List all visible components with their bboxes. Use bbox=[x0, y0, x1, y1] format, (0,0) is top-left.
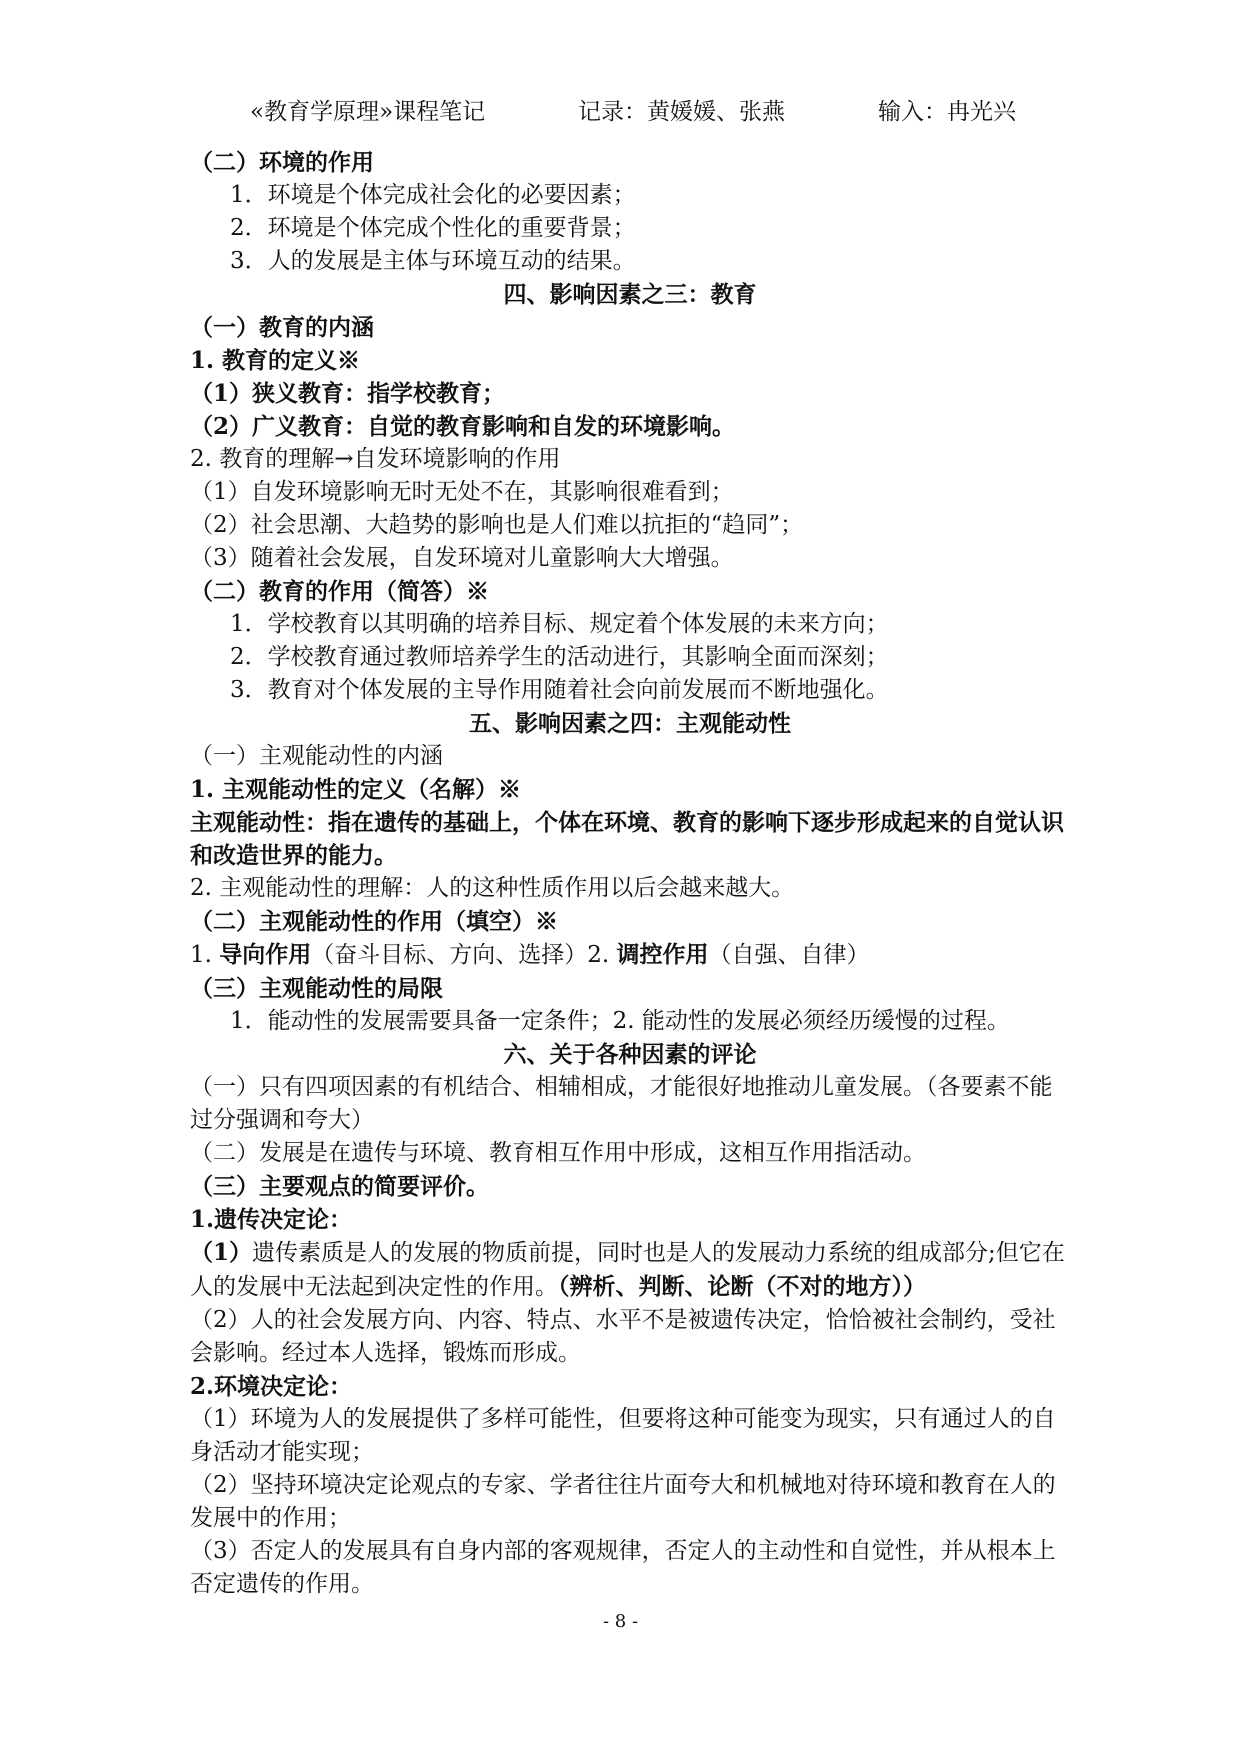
subsection-heading: 2. 主观能动性的理解：人的这种性质作用以后会越来越大。 bbox=[190, 875, 795, 901]
function-line bbox=[190, 938, 1070, 972]
guidance-detail: （奋斗目标、方向、选择）2. bbox=[311, 942, 617, 968]
environment-point-3: （3）否定人的发展具有自身内部的客观规律，否定人的主动性和自觉性，并从根本上否定遗传的作用。 bbox=[190, 1538, 1056, 1597]
list-item: （1）狭义教育：指学校教育； bbox=[190, 380, 506, 407]
heredity-point-1-note: （辨析、判断、论断（不对的地方）） bbox=[558, 1273, 926, 1300]
function-number: 1. bbox=[190, 942, 220, 968]
subsection-heading: 1.遗传决定论： bbox=[190, 1206, 353, 1233]
subsection-heading: 2.环境决定论： bbox=[190, 1373, 353, 1400]
list-item: 1．环境是个体完成社会化的必要因素； bbox=[230, 182, 636, 208]
list-item: （3）随着社会发展，自发环境对儿童影响大大增强。 bbox=[190, 545, 734, 571]
section-heading: （一）主观能动性的内涵 bbox=[190, 743, 443, 769]
regulation-function: 调控作用 bbox=[616, 941, 709, 968]
section-heading: （二）主观能动性的作用（填空）※ bbox=[190, 908, 558, 935]
regulation-detail: （自强、自律） bbox=[708, 942, 870, 968]
header-recorder: 记录：黄媛媛、张燕 bbox=[578, 99, 785, 125]
list-item: 1．能动性的发展需要具备一定条件；2. 能动性的发展必须经历缓慢的过程。 bbox=[230, 1008, 1010, 1034]
list-item: 3．教育对个体发展的主导作用随着社会向前发展而不断地强化。 bbox=[230, 677, 889, 703]
list-item: 1．学校教育以其明确的培养目标、规定着个体发展的未来方向； bbox=[230, 611, 889, 637]
section-heading: （二）环境的作用 bbox=[190, 149, 374, 176]
list-item: 2．环境是个体完成个性化的重要背景； bbox=[230, 215, 636, 241]
header-course-title: «教育学原理»课程笔记 bbox=[250, 99, 486, 125]
list-item: 3．人的发展是主体与环境互动的结果。 bbox=[230, 248, 636, 274]
section-heading: （三）主要观点的简要评价。 bbox=[190, 1173, 489, 1200]
comment-paragraph: （一）只有四项因素的有机结合、相辅相成，才能很好地推动儿童发展。（各要素不能过分强调和夸大） bbox=[190, 1074, 1053, 1133]
section-heading: （一）教育的内涵 bbox=[190, 314, 374, 341]
section-heading: （三）主观能动性的局限 bbox=[190, 975, 443, 1002]
environment-point-2: （2）坚持环境决定论观点的专家、学者往往片面夸大和机械地对待环境和教育在人的发展中的作用； bbox=[190, 1472, 1056, 1531]
subsection-heading: 1. 主观能动性的定义（名解）※ bbox=[190, 776, 522, 803]
guidance-function: 导向作用 bbox=[219, 941, 312, 968]
list-item: 2．学校教育通过教师培养学生的活动进行，其影响全面而深刻； bbox=[230, 644, 889, 670]
chapter-heading: 六、关于各种因素的评论 bbox=[503, 1041, 757, 1068]
heredity-point-2: （2）人的社会发展方向、内容、特点、水平不是被遗传决定，恰恰被社会制约，受社会影响。经过本人选择，锻炼而形成。 bbox=[190, 1307, 1056, 1366]
chapter-heading: 五、影响因素之四：主观能动性 bbox=[469, 710, 791, 737]
page-number: - 8 - bbox=[602, 1611, 639, 1632]
comment-paragraph: （二）发展是在遗传与环境、教育相互作用中形成，这相互作用指活动。 bbox=[190, 1140, 926, 1166]
header-input: 输入：冉光兴 bbox=[878, 99, 1016, 125]
chapter-heading: 四、影响因素之三：教育 bbox=[503, 281, 757, 308]
subsection-heading: 2. 教育的理解→自发环境影响的作用 bbox=[190, 446, 561, 472]
section-heading: （二）教育的作用（简答）※ bbox=[190, 578, 489, 605]
list-item: （2）社会思潮、大趋势的影响也是人们难以抗拒的“趋同”； bbox=[190, 512, 804, 538]
subsection-heading: 1. 教育的定义※ bbox=[190, 347, 361, 374]
heredity-point-1-number: （1） bbox=[190, 1239, 253, 1266]
list-item: （2）广义教育：自觉的教育影响和自发的环境影响。 bbox=[190, 413, 736, 440]
heredity-point-1 bbox=[190, 1236, 1070, 1304]
page-header bbox=[0, 92, 1241, 132]
environment-point-1: （1）环境为人的发展提供了多样可能性，但要将这种可能变为现实，只有通过人的自身活动才能实现； bbox=[190, 1406, 1056, 1465]
list-item: （1）自发环境影响无时无处不在，其影响很难看到； bbox=[190, 479, 734, 505]
heredity-point-1-text: 遗传素质是人的发展的物质前提，同时也是人的发展动力系统的组成部分;但它在人的发展中无法起到决定性的作用。 bbox=[190, 1240, 1065, 1300]
document-body bbox=[190, 146, 1070, 1601]
definition-paragraph: 主观能动性：指在遗传的基础上，个体在环境、教育的影响下逐步形成起来的自觉认识和改造世界的能力。 bbox=[190, 809, 1064, 869]
